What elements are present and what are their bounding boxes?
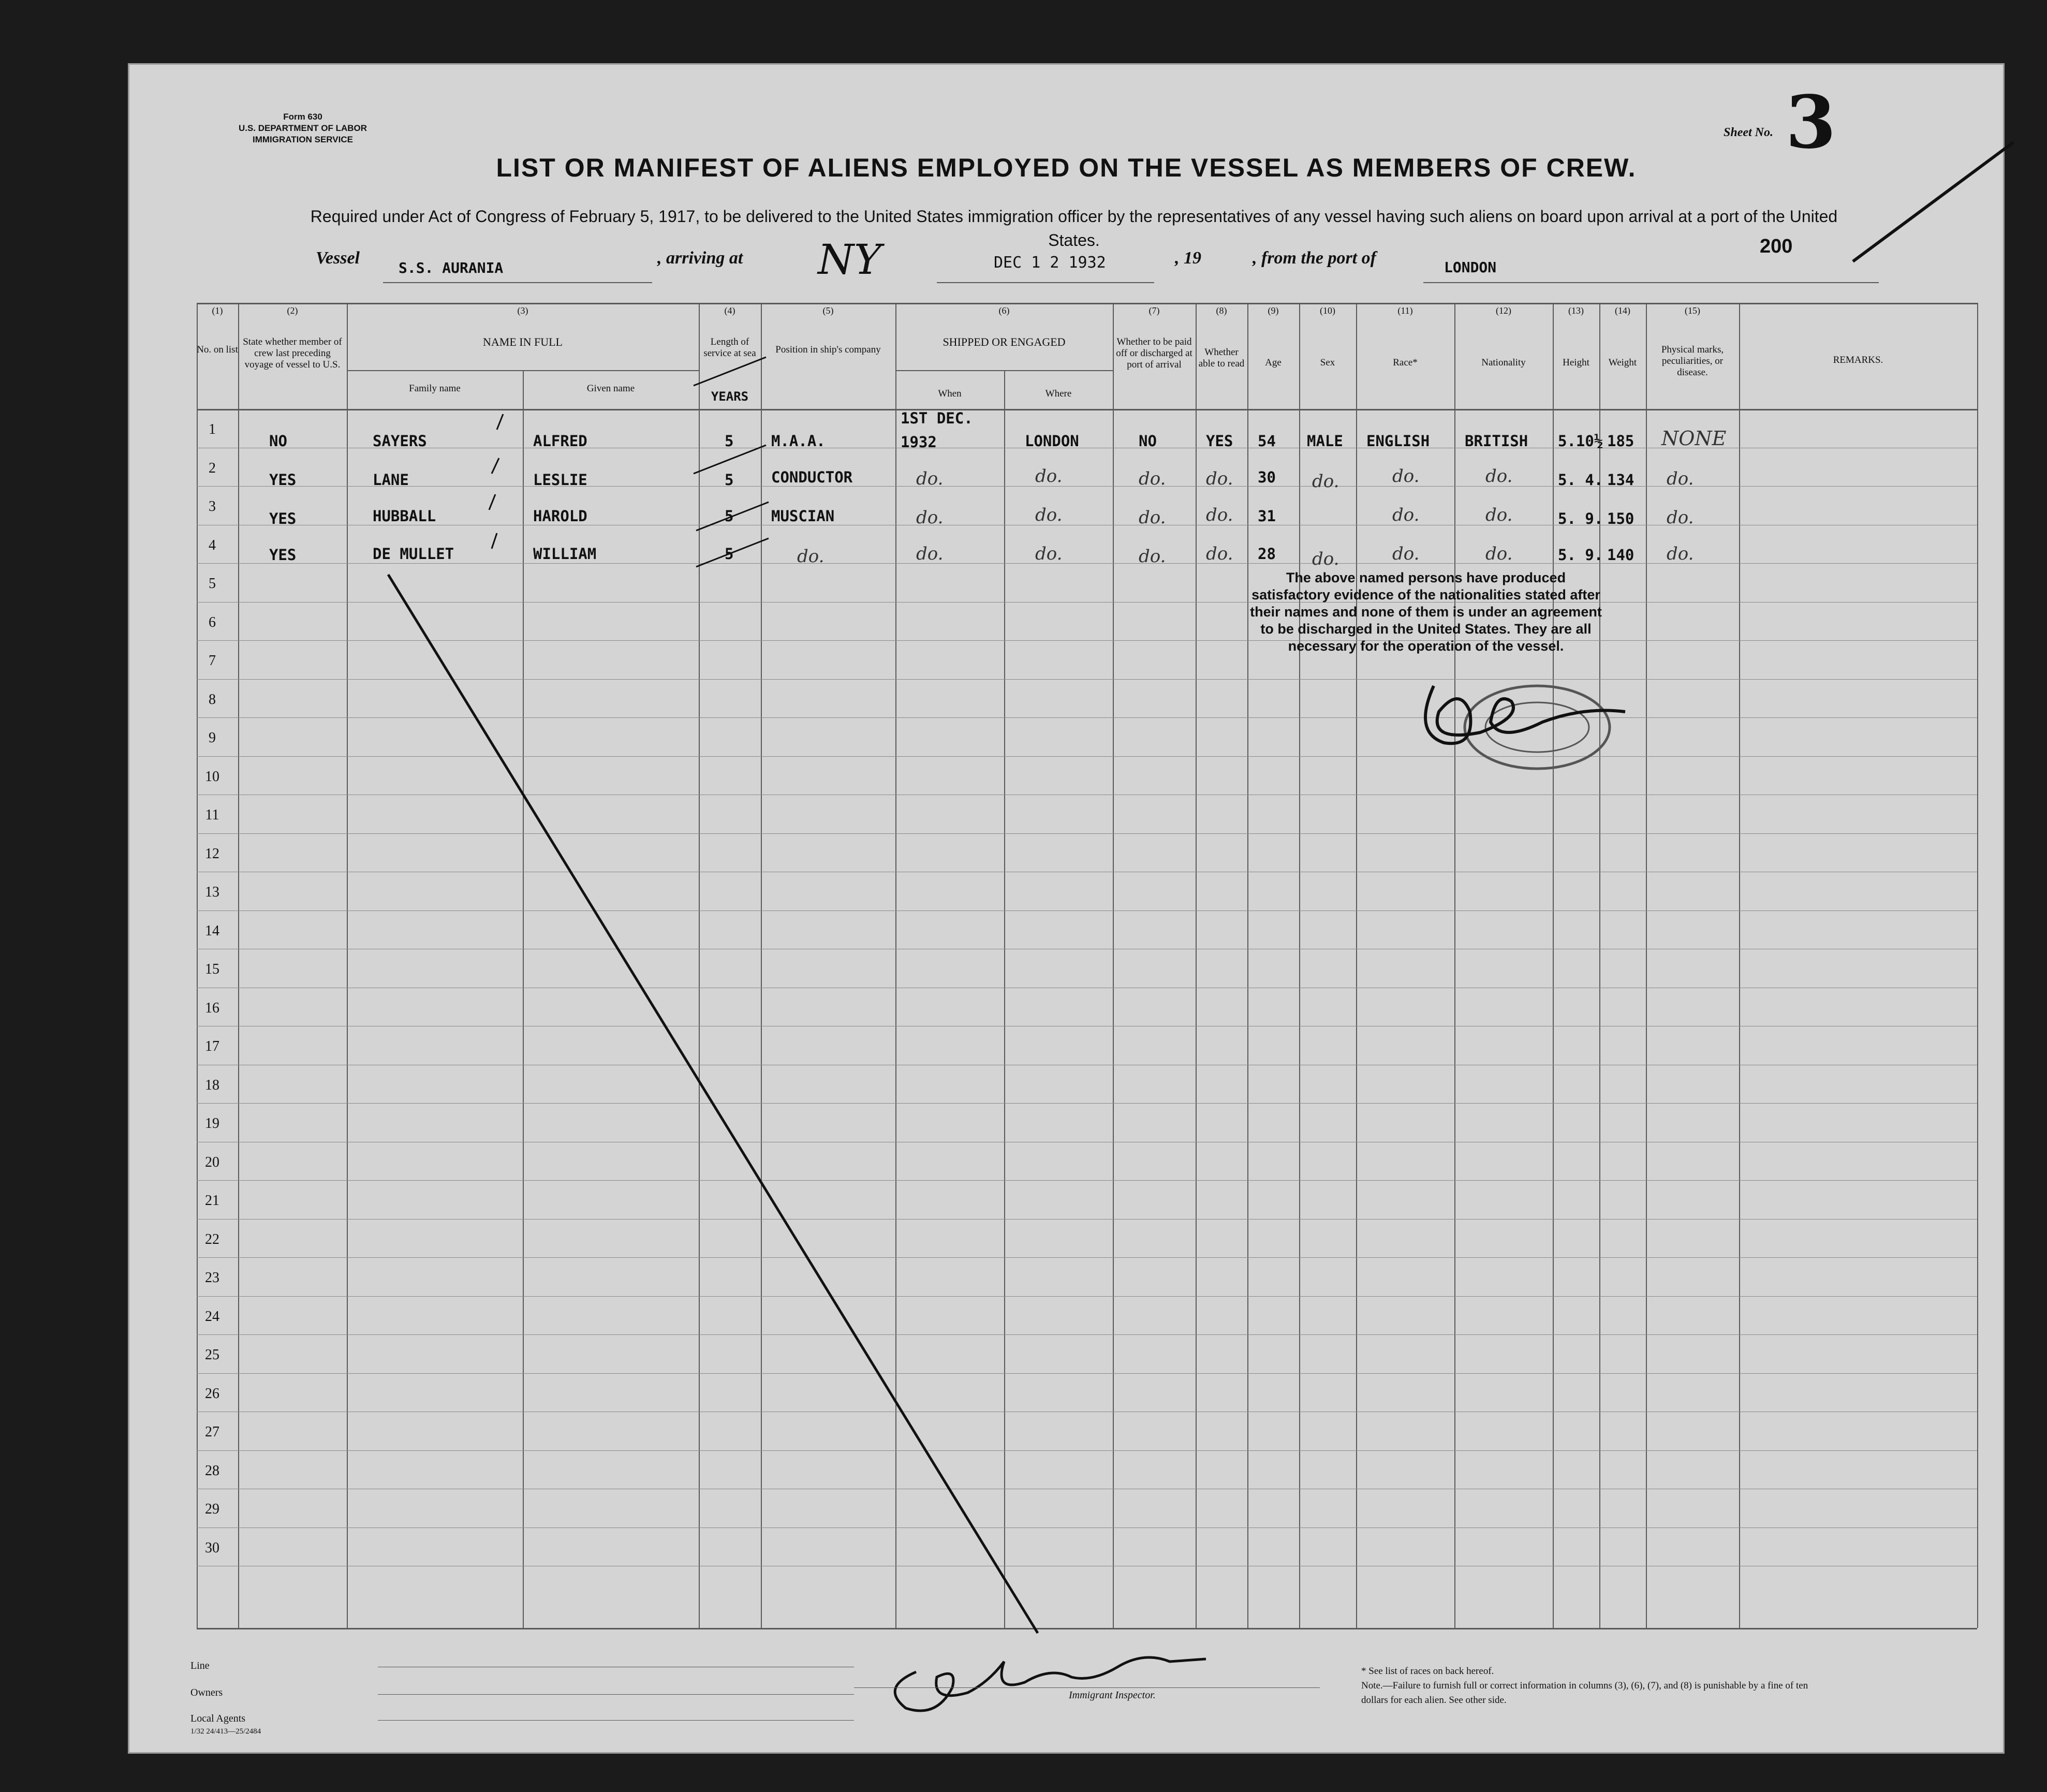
cell-nationality: BRITISH — [1465, 432, 1528, 450]
cell-height: 5.10½ — [1558, 432, 1603, 450]
row-number: 28 — [205, 1462, 219, 1479]
oval-stamp — [1465, 686, 1610, 769]
cell-sex: MALE — [1307, 432, 1343, 450]
row-number: 21 — [205, 1193, 219, 1209]
row-number: 18 — [205, 1077, 219, 1093]
cell-sex: do. — [1312, 549, 1339, 569]
race-footnote: * See list of races on back hereof. — [1361, 1666, 1494, 1677]
department-name: U.S. DEPARTMENT OF LABOR — [238, 123, 367, 133]
column-heading-physical-marks: Physical marks, peculiarities, or disease. — [1661, 344, 1724, 378]
owners-label: Owners — [190, 1687, 223, 1698]
cell-nationality: do. — [1485, 505, 1513, 525]
print-code: 1/32 24/413—25/2484 — [190, 1727, 261, 1736]
cell-paid-off: do. — [1139, 507, 1166, 528]
cell-previous-voyage: YES — [269, 510, 297, 527]
column-heading-paid-off: Whether to be paid off or discharged at port of arrival — [1116, 336, 1192, 370]
sheet-count: 200 — [1760, 236, 1793, 257]
row-number: 5 — [209, 576, 216, 592]
cell-given-name: ALFRED — [533, 432, 587, 450]
cell-age: 28 — [1258, 545, 1276, 563]
column-number: (14) — [1615, 305, 1630, 316]
cell-service: 5 — [725, 471, 734, 489]
column-heading-no: No. on list — [197, 344, 238, 355]
cell-when: 1ST DEC. 1932 — [901, 409, 973, 451]
from-port: LONDON — [1444, 259, 1497, 276]
column-number: (12) — [1496, 305, 1511, 316]
arriving-label: , arriving at — [657, 248, 743, 268]
footnotes — [1361, 1664, 1827, 1708]
cell-service: 5 — [725, 432, 734, 450]
column-heading-when: When — [938, 388, 962, 399]
cell-height: 5. 9. — [1558, 510, 1603, 527]
cell-paid-off: NO — [1139, 432, 1157, 450]
column-heading-where: Where — [1045, 388, 1072, 399]
column-heading-family-name: Family name — [409, 383, 461, 394]
vessel-name: S.S. AURANIA — [399, 259, 504, 276]
row-number: 26 — [205, 1385, 219, 1402]
row-number: 24 — [205, 1308, 219, 1325]
cell-previous-voyage: YES — [269, 546, 297, 564]
cell-family-name: HUBBALL — [373, 507, 436, 525]
vessel-label: Vessel — [316, 248, 360, 268]
cell-position: MUSCIAN — [771, 507, 835, 525]
column-number: (10) — [1320, 305, 1335, 316]
cell-weight: 140 — [1607, 546, 1634, 564]
service-name: IMMIGRATION SERVICE — [253, 135, 353, 144]
sheet-number: 3 — [1786, 80, 1836, 165]
penalty-footnote: Note.—Failure to furnish full or correct information in columns (3), (6), (7), and (8) is punishable by a fine of ten dollars for each alien. See other side. — [1361, 1680, 1808, 1706]
column-number: (2) — [287, 305, 298, 316]
column-heading-previous-voyage: State whether member of crew last preceding voyage of vessel to U.S. — [243, 336, 342, 370]
column-number: (13) — [1568, 305, 1584, 316]
cell-read: do. — [1206, 505, 1233, 525]
row-number: 11 — [205, 807, 219, 823]
local-agents-label: Local Agents — [190, 1713, 246, 1724]
from-port-label: , from the port of — [1253, 248, 1376, 268]
cell-race: ENGLISH — [1366, 432, 1430, 450]
row-number: 7 — [209, 653, 216, 669]
cell-given-name: WILLIAM — [533, 545, 597, 563]
column-heading-read: Whether able to read — [1198, 347, 1245, 369]
row-number: 15 — [205, 961, 219, 977]
column-heading-name: NAME IN FULL — [483, 335, 563, 348]
column-heading-age: Age — [1265, 357, 1282, 368]
cell-when: do. — [916, 544, 944, 564]
column-heading-race: Race* — [1393, 357, 1418, 368]
cell-where: do. — [1035, 466, 1063, 487]
column-heading-given-name: Given name — [586, 383, 635, 394]
row-number: 19 — [205, 1115, 219, 1132]
row-number: 4 — [209, 537, 216, 553]
column-heading-weight: Weight — [1608, 357, 1637, 368]
cell-paid-off: do. — [1139, 546, 1166, 567]
row-number: 8 — [209, 691, 216, 708]
column-number: (15) — [1685, 305, 1700, 316]
row-number: 23 — [205, 1270, 219, 1286]
cell-where: do. — [1035, 505, 1063, 525]
cell-position: do. — [797, 546, 824, 567]
column-heading-nationality: Nationality — [1481, 357, 1526, 368]
certification-stamp-text: The above named persons have produced satisfactory evidence of the nationalities stated after their names and none of them is under an agreement to be discharged in the United States. They are all necessary for the operation of the vessel. — [1250, 570, 1602, 654]
ink-marks — [129, 65, 2003, 1752]
cell-physical-marks: NONE — [1661, 427, 1727, 450]
row-number: 3 — [209, 498, 216, 515]
cell-where: do. — [1035, 544, 1063, 564]
row-number: 1 — [209, 421, 216, 437]
row-number: 14 — [205, 922, 219, 939]
service-unit: YEARS — [711, 389, 749, 404]
column-number: (1) — [212, 305, 223, 316]
column-number: (3) — [517, 305, 528, 316]
cell-sex: do. — [1312, 471, 1339, 492]
cell-read: YES — [1206, 432, 1233, 450]
cell-age: 31 — [1258, 507, 1276, 525]
column-heading-service: Length of service at sea — [703, 336, 756, 359]
cell-paid-off: do. — [1139, 468, 1166, 489]
page-title: LIST OR MANIFEST OF ALIENS EMPLOYED ON THE VESSEL AS MEMBERS OF CREW. — [496, 153, 1637, 182]
cell-previous-voyage: NO — [269, 432, 287, 450]
row-number: 25 — [205, 1347, 219, 1363]
cell-height: 5. 9. — [1558, 546, 1603, 564]
cell-age: 30 — [1258, 468, 1276, 486]
cell-race: do. — [1392, 466, 1420, 487]
row-number: 22 — [205, 1231, 219, 1247]
page-subtitle: Required under Act of Congress of February 5, 1917, to be delivered to the United States immigration officer by the representatives of any vessel having such aliens on board upon arrival at a port of the United States. — [310, 207, 1838, 249]
cell-weight: 150 — [1607, 510, 1634, 527]
cell-physical-marks: do. — [1667, 468, 1694, 489]
row-number: 6 — [209, 614, 216, 630]
cell-family-name: LANE — [373, 471, 409, 489]
column-number: (7) — [1148, 305, 1160, 316]
column-heading-height: Height — [1563, 357, 1589, 368]
row-number: 16 — [205, 1000, 219, 1016]
cell-nationality: do. — [1485, 544, 1513, 564]
column-number: (4) — [724, 305, 735, 316]
row-number: 13 — [205, 884, 219, 900]
cell-position: CONDUCTOR — [771, 468, 853, 486]
row-number: 27 — [205, 1424, 219, 1440]
column-number: (9) — [1268, 305, 1279, 316]
cell-weight: 185 — [1607, 432, 1634, 450]
inspector-signature — [895, 1657, 1206, 1711]
cell-family-name: SAYERS — [373, 432, 427, 450]
row-number: 30 — [205, 1539, 219, 1556]
row-number: 29 — [205, 1501, 219, 1517]
sheet-label: Sheet No. — [1724, 126, 1773, 139]
row-number: 9 — [209, 730, 216, 746]
column-number: (5) — [822, 305, 834, 316]
column-heading-shipped: SHIPPED OR ENGAGED — [942, 335, 1066, 348]
cell-physical-marks: do. — [1667, 544, 1694, 564]
row-number: 20 — [205, 1154, 219, 1170]
cell-family-name: DE MULLET — [373, 545, 454, 563]
row-number: 10 — [205, 768, 219, 785]
cell-read: do. — [1206, 468, 1233, 489]
column-number: (11) — [1397, 305, 1413, 316]
cell-previous-voyage: YES — [269, 471, 297, 489]
line-label: Line — [190, 1660, 210, 1671]
column-number: (8) — [1216, 305, 1227, 316]
form-number: Form 630 — [283, 112, 322, 122]
cell-height: 5. 4. — [1558, 471, 1603, 489]
cell-weight: 134 — [1607, 471, 1634, 489]
column-heading-sex: Sex — [1320, 357, 1335, 368]
cell-when: do. — [916, 468, 944, 489]
cell-service: 5 — [725, 545, 734, 563]
manifest-sheet — [129, 65, 2003, 1752]
cell-service: 5 — [725, 507, 734, 525]
cell-physical-marks: do. — [1667, 507, 1694, 528]
cell-given-name: HAROLD — [533, 507, 587, 525]
cell-when: do. — [916, 507, 944, 528]
year-label: , 19 — [1175, 248, 1201, 268]
inspector-label: Immigrant Inspector. — [1069, 1690, 1156, 1701]
date-stamp: DEC 1 2 1932 — [994, 254, 1106, 272]
cancel-line — [388, 575, 1038, 1633]
cell-read: do. — [1206, 544, 1233, 564]
row-number: 12 — [205, 845, 219, 862]
column-heading-position: Position in ship's company — [775, 344, 881, 355]
cell-age: 54 — [1258, 432, 1276, 450]
cell-given-name: LESLIE — [533, 471, 587, 489]
cell-race: do. — [1392, 505, 1420, 525]
column-heading-remarks: REMARKS. — [1833, 355, 1883, 365]
row-number: 17 — [205, 1038, 219, 1054]
master-signature — [1425, 686, 1625, 743]
column-number: (6) — [998, 305, 1010, 316]
cell-where: LONDON — [1025, 432, 1079, 450]
cell-position: M.A.A. — [771, 432, 826, 450]
cell-nationality: do. — [1485, 466, 1513, 487]
cell-race: do. — [1392, 544, 1420, 564]
row-number: 2 — [209, 460, 216, 476]
arriving-port-handwritten: NY — [818, 236, 881, 284]
